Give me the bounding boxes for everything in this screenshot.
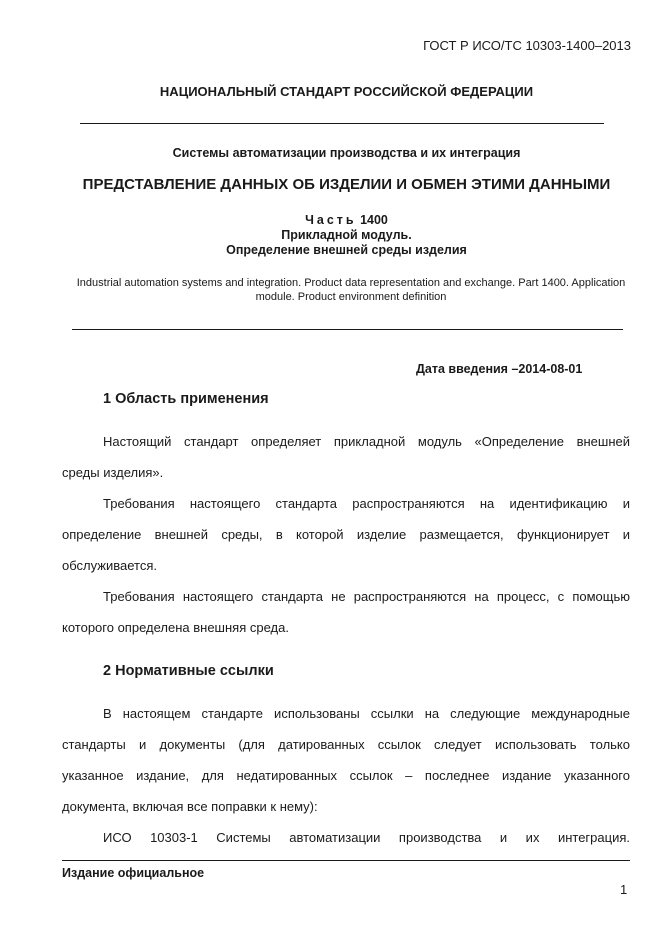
text-line: указанное издание, для недатированных ссылок – последнее издание указанного	[62, 768, 630, 783]
text-line: В настоящем стандарте использованы ссылки на следующие международные	[103, 706, 630, 721]
text-line: которого определена внешняя среда.	[62, 620, 289, 635]
series-title: Системы автоматизации производства и их интеграция	[172, 146, 521, 160]
section-2-heading: 2 Нормативные ссылки	[103, 663, 274, 679]
part-label: Часть	[305, 213, 357, 227]
text-line: Настоящий стандарт определяет прикладной модуль «Определение внешней	[103, 434, 630, 449]
normative-reference-item	[62, 822, 630, 853]
part-subtitle-2: Определение внешней среды изделия	[226, 243, 467, 257]
english-title	[66, 276, 636, 304]
part-block	[0, 213, 661, 258]
main-title: ПРЕДСТАВЛЕНИЕ ДАННЫХ ОБ ИЗДЕЛИИ И ОБМЕН ЭТИМИ ДАННЫМИ	[82, 176, 611, 193]
divider-middle	[72, 329, 623, 330]
part-subtitle-1: Прикладной модуль.	[281, 228, 412, 242]
introduction-date: Дата введения –2014-08-01	[416, 362, 583, 376]
english-title-line-2: module. Product environment definition	[255, 291, 447, 303]
text-line: среды изделия».	[62, 465, 164, 480]
official-edition-label: Издание официальное	[62, 866, 205, 880]
national-standard-heading: НАЦИОНАЛЬНЫЙ СТАНДАРТ РОССИЙСКОЙ ФЕДЕРАЦИИ	[159, 84, 534, 99]
text-line: стандарты и документы (для датированных ссылок следует использовать только	[62, 737, 630, 752]
text-line: Требования настоящего стандарта распространяются на идентификацию и	[103, 496, 630, 511]
section-2-paragraph-1	[62, 698, 630, 822]
footer-divider	[62, 860, 630, 861]
text-line: определение внешней среды, в которой изделие размещается, функционирует и	[62, 527, 630, 542]
text-line: ИСО 10303-1 Системы автоматизации производства и их интеграция.	[103, 830, 630, 845]
english-title-line-1: Industrial automation systems and integration. Product data representation and exchange. Part 1400. Application	[76, 277, 626, 289]
section-1-paragraph-3	[62, 581, 630, 643]
divider-top	[80, 123, 604, 124]
section-1-heading: 1 Область применения	[103, 391, 269, 407]
text-line: обслуживается.	[62, 558, 157, 573]
document-code: ГОСТ Р ИСО/ТС 10303-1400–2013	[423, 38, 631, 53]
part-number: 1400	[360, 213, 388, 227]
section-1-paragraph-1	[62, 426, 630, 488]
text-line: документа, включая все поправки к нему):	[62, 799, 318, 814]
text-line: Требования настоящего стандарта не распространяются на процесс, с помощью	[103, 589, 630, 604]
page-number: 1	[620, 882, 628, 897]
section-1-paragraph-2	[62, 488, 630, 581]
